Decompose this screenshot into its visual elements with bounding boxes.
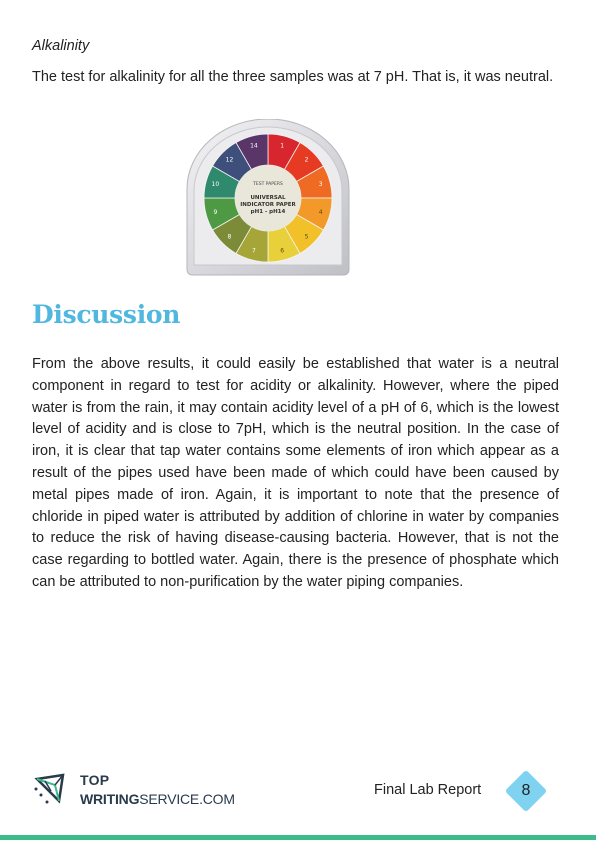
wheel-number: 9 [213, 209, 218, 217]
wheel-number: 6 [280, 247, 285, 255]
discussion-paragraph: From the above results, it could easily be established that water is a neutral component in regard to test for acidity or alkalinity. However, where the piped water is from the rain, it may contain acidity level of a pH of 6, which is the lowest level of acidity and is close to 7pH, which is the neutral position. In the case of iron, it is clear that tap water contains some elements of iron which appear as a result of the pipes used have been made of which could have been caused by metal pipes made of iron. Again, it is important to note that the presence of chloride in piped water is attributed by addition of chlorine in water by companies to reduce the risk of having disease-causing bacteria. However, that is not the case regarding to bottled water. Again, there is the presence of phosphate which can be attributed to non-purification by the water piping companies. [32, 356, 559, 590]
alkalinity-paragraph: The test for alkalinity for all the three samples was at 7 pH. That is, it was neutral. [32, 69, 554, 85]
ph-indicator-image [183, 119, 353, 278]
center-label-1: TEST PAPERS [253, 182, 283, 187]
ph-indicator-graphic [183, 119, 353, 278]
wheel-number: 10 [211, 180, 220, 188]
center-label-2: UNIVERSAL [250, 195, 286, 201]
wheel-number: 14 [250, 142, 258, 150]
page-number: 8 [521, 782, 531, 799]
alkalinity-subheading: Alkalinity [32, 38, 90, 54]
wheel-number: 4 [318, 209, 323, 217]
center-label-4: pH1 - pH14 [250, 209, 286, 215]
wheel-number: 2 [304, 156, 309, 164]
wheel-number: 8 [227, 233, 232, 241]
discussion-heading: Discussion [32, 300, 181, 329]
brand-name-rest: SERVICE.COM [139, 791, 235, 807]
footer-accent-bar [0, 835, 596, 840]
wheel-number: 5 [304, 233, 309, 241]
wheel-number: 7 [251, 247, 256, 255]
center-label-3: INDICATOR PAPER [240, 202, 296, 208]
wheel-number: 1 [280, 142, 285, 150]
brand-logo-icon [33, 771, 69, 807]
wheel-number: 3 [318, 180, 323, 188]
wheel-number: 12 [225, 156, 234, 164]
brand-name-bold: WRITING [80, 791, 140, 807]
brand-name-bottom [80, 791, 235, 807]
report-label: Final Lab Report [374, 782, 482, 798]
brand-name-top: TOP [80, 772, 110, 788]
